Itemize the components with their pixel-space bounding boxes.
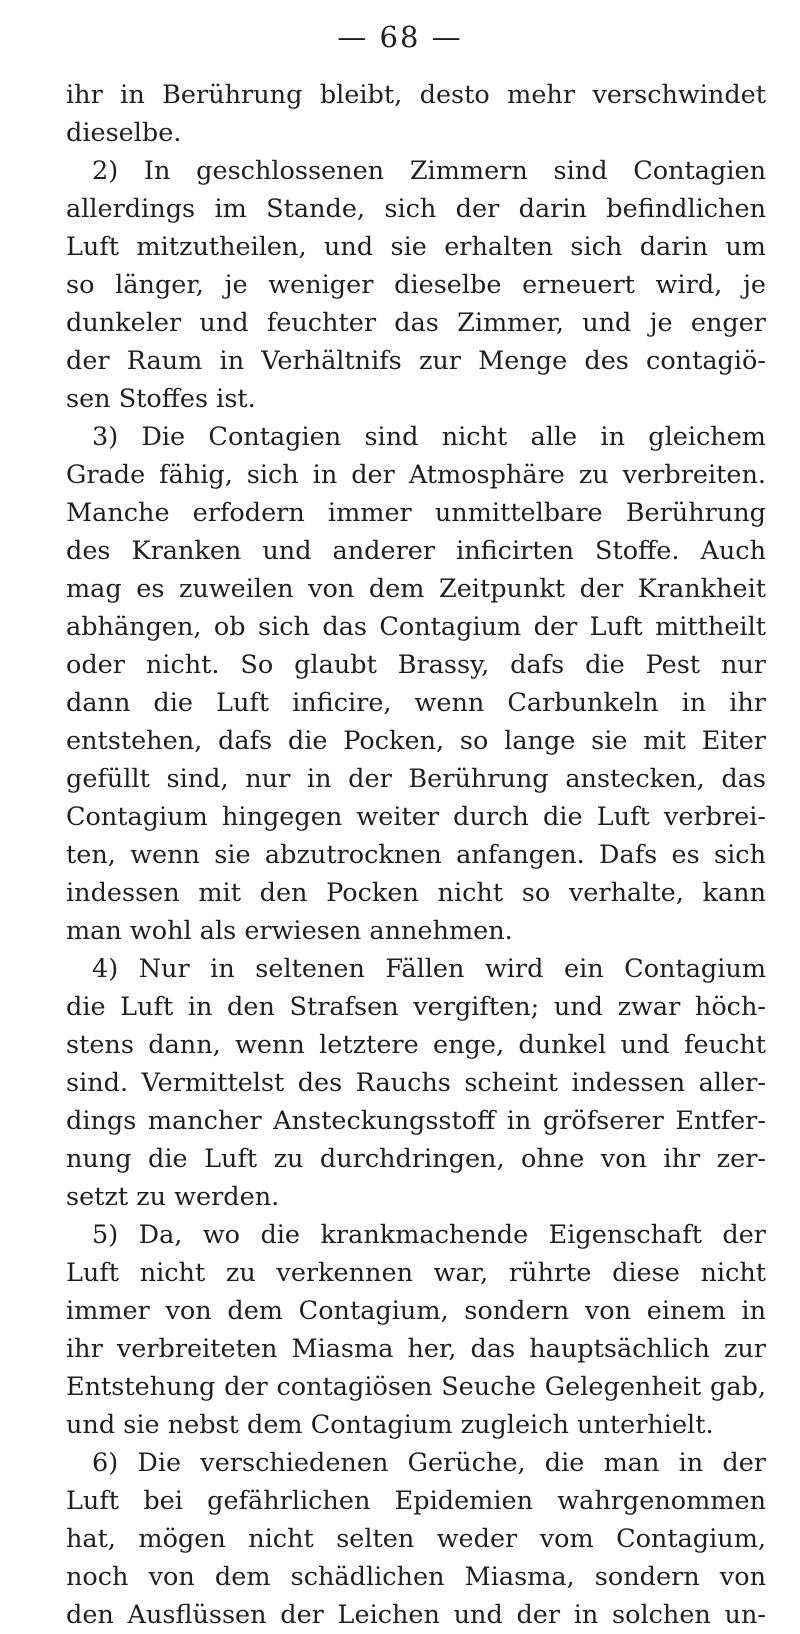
text-line: Luft nicht zu verkennen war, rührte diese nicht — [66, 1258, 766, 1288]
text-line: und sie nebst dem Contagium zugleich unterhielt. — [66, 1410, 714, 1440]
text-line: Entstehung der contagiösen Seuche Gelegenheit gab, — [66, 1372, 766, 1402]
text-line: 4) Nur in seltenen Fällen wird ein Contagium — [92, 954, 766, 984]
text-line: so länger, je weniger dieselbe erneuert wird, je — [66, 270, 766, 300]
text-line: Contagium hingegen weiter durch die Luft verbrei- — [66, 802, 766, 832]
text-line: 5) Da, wo die krankmachende Eigenschaft der — [92, 1220, 766, 1250]
text-line: die Luft in den Strafsen vergiften; und zwar höch- — [66, 992, 766, 1022]
text-line: entstehen, dafs die Pocken, so lange sie mit Eiter — [66, 726, 766, 756]
text-line: ihr in Berührung bleibt, desto mehr verschwindet — [66, 80, 766, 110]
text-line: noch von dem schädlichen Miasma, sondern von — [66, 1562, 766, 1592]
text-line: sen Stoffes ist. — [66, 384, 256, 414]
page-number: — 68 — — [337, 20, 463, 54]
text-line: mag es zuweilen von dem Zeitpunkt der Krankheit — [66, 574, 766, 604]
paragraph — [66, 1444, 766, 1634]
text-line: gefüllt sind, nur in der Berührung anstecken, das — [66, 764, 766, 794]
text-line: 3) Die Contagien sind nicht alle in gleichem — [92, 422, 766, 452]
paragraph — [66, 950, 766, 1216]
paragraph — [66, 418, 766, 950]
text-line: Luft bei gefährlichen Epidemien wahrgenommen — [66, 1486, 766, 1516]
text-line: allerdings im Stande, sich der darin befindlichen — [66, 194, 766, 224]
text-line: dann die Luft inficire, wenn Carbunkeln in ihr — [66, 688, 766, 718]
text-line: stens dann, wenn letztere enge, dunkel und feucht — [66, 1030, 766, 1060]
text-line: des Kranken und anderer inficirten Stoffe. Auch — [66, 536, 766, 566]
text-line: ihr verbreiteten Miasma her, das hauptsächlich zur — [66, 1334, 766, 1364]
text-line: 2) In geschlossenen Zimmern sind Contagien — [92, 156, 766, 186]
text-line: abhängen, ob sich das Contagium der Luft mittheilt — [66, 612, 766, 642]
text-line: 6) Die verschiedenen Gerüche, die man in der — [92, 1448, 766, 1478]
text-line: dieselbe. — [66, 118, 182, 148]
text-line: den Ausflüssen der Leichen und der in solchen un- — [66, 1600, 766, 1630]
text-line: der Raum in Verhältnifs zur Menge des contagiö- — [66, 346, 766, 376]
text-line: dunkeler und feuchter das Zimmer, und je enger — [66, 308, 766, 338]
text-line: setzt zu werden. — [66, 1182, 280, 1212]
text-line: ten, wenn sie abzutrocknen anfangen. Dafs es sich — [66, 840, 766, 870]
body-text — [66, 76, 766, 1634]
text-line: oder nicht. So glaubt Brassy, dafs die Pest nur — [66, 650, 766, 680]
text-line: sind. Vermittelst des Rauchs scheint indessen aller- — [66, 1068, 766, 1098]
text-line: Luft mitzutheilen, und sie erhalten sich darin um — [66, 232, 766, 262]
paragraph — [66, 76, 766, 152]
text-line: hat, mögen nicht selten weder vom Contagium, — [66, 1524, 766, 1554]
text-line: immer von dem Contagium, sondern von einem in — [66, 1296, 766, 1326]
text-line: dings mancher Ansteckungsstoff in gröfserer Entfer- — [66, 1106, 766, 1136]
text-line: Manche erfodern immer unmittelbare Berührung — [66, 498, 766, 528]
text-line: Grade fähig, sich in der Atmosphäre zu verbreiten. — [66, 460, 766, 490]
paragraph — [66, 1216, 766, 1444]
paragraph — [66, 152, 766, 418]
text-line: man wohl als erwiesen annehmen. — [66, 916, 513, 946]
text-line: indessen mit den Pocken nicht so verhalte, kann — [66, 878, 766, 908]
text-line: nung die Luft zu durchdringen, ohne von ihr zer- — [66, 1144, 766, 1174]
